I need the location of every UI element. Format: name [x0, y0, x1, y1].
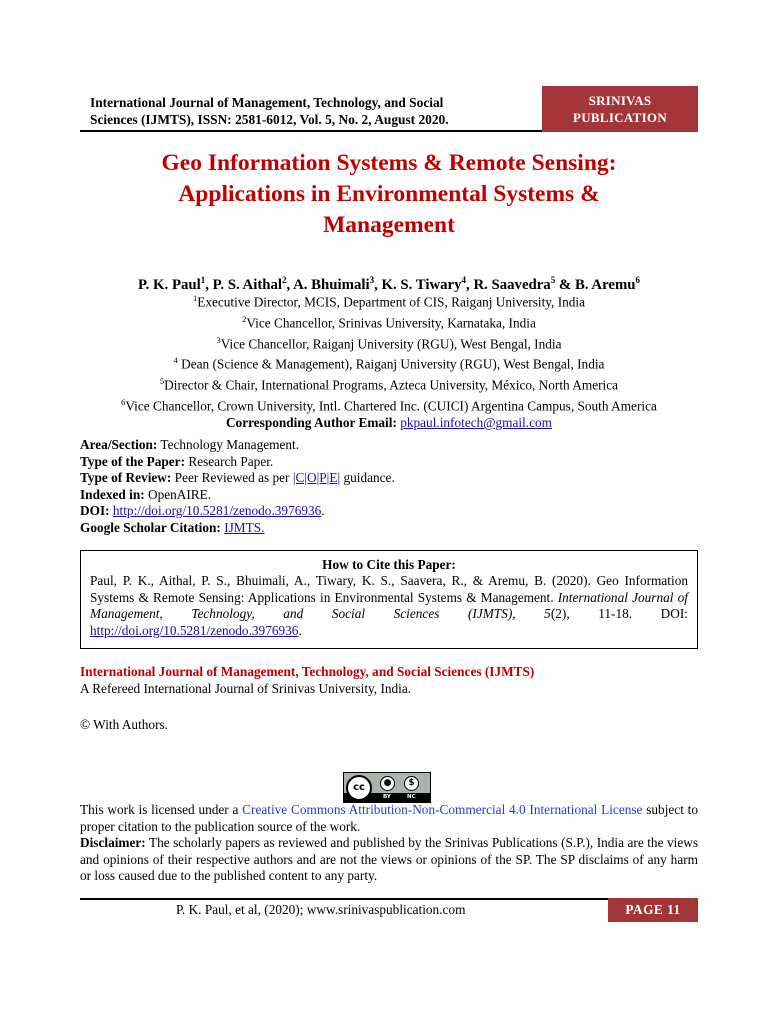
affiliation-item — [80, 352, 698, 373]
no-dollar-icon: $ — [404, 776, 419, 791]
header-rule — [80, 130, 542, 132]
affiliation-item — [80, 373, 698, 394]
page-number-badge: PAGE 11 — [608, 898, 698, 922]
title-line3: Management — [323, 212, 455, 238]
affiliation-sup: 2 — [242, 313, 247, 324]
journal-info — [80, 664, 698, 697]
author-separator: , — [374, 276, 382, 293]
journal-name: International Journal of Management, Technology, and Social Sciences (IJMTS) — [80, 664, 535, 679]
author-sup: 1 — [200, 275, 206, 285]
publisher-line2: PUBLICATION — [572, 110, 668, 125]
author-sup: 4 — [461, 275, 467, 285]
journal-header-line1: International Journal of Management, Technology, and Social — [90, 95, 444, 110]
affiliation-sup: 3 — [216, 334, 221, 345]
footer-site-link[interactable]: www.srinivaspublication.com — [306, 902, 466, 917]
license-section — [80, 802, 698, 885]
paper-type — [80, 454, 698, 471]
affiliation-item — [80, 394, 698, 415]
author-sup: 5 — [550, 275, 556, 285]
citation-doi-link[interactable]: http://doi.org/10.5281/zenodo.3976936 — [90, 622, 299, 638]
type-value: Research Paper. — [185, 453, 274, 469]
affiliation-item — [80, 332, 698, 353]
indexed-value: OpenAIRE. — [144, 486, 212, 502]
affiliation-sup: 6 — [121, 397, 126, 408]
corresponding-author — [80, 415, 698, 431]
person-icon: ● — [380, 776, 395, 791]
cc-license-link[interactable]: Creative Commons Attribution-Non-Commercial 4.0 International License — [242, 802, 643, 817]
author-name: A. Bhuimali — [293, 276, 370, 293]
author-name: P. K. Paul — [137, 276, 201, 293]
doi-end: . — [321, 503, 325, 519]
review-post: guidance. — [340, 470, 395, 486]
paper-title — [80, 148, 698, 241]
cc-by-label: BY — [383, 794, 391, 800]
author-separator: , — [286, 276, 294, 293]
affiliation-item — [80, 311, 698, 332]
cc-icon: cc — [346, 775, 372, 801]
affiliation-sup: 5 — [159, 376, 165, 387]
scholar-link[interactable]: IJMTS. — [224, 519, 265, 535]
title-line2: Applications in Environmental Systems & — [178, 181, 600, 207]
publisher-line1: SRINIVAS — [588, 93, 652, 108]
citation-journal: International Journal of Management, Technology, and Social Sciences (IJMTS), 5 — [90, 589, 688, 622]
doi-label: DOI: — [80, 503, 110, 519]
affiliation-item — [80, 290, 698, 311]
corresponding-email-link[interactable]: pkpaul.infotech@gmail.com — [400, 414, 553, 430]
footer-rule — [80, 898, 608, 900]
author-name: B. Aremu — [574, 276, 636, 293]
paper-metadata — [80, 437, 698, 537]
author-sup: 2 — [282, 275, 287, 285]
cc-nc-label: NC — [407, 794, 416, 800]
affiliation-text: Vice Chancellor, Srinivas University, Karnataka, India — [246, 315, 536, 331]
page-footer — [176, 902, 465, 918]
scholar-label: Google Scholar Citation: — [80, 519, 221, 535]
license-post: subject to proper citation to the publication source of the work. — [80, 802, 698, 834]
license-pre: This work is licensed under a — [80, 802, 243, 817]
affiliation-text: Vice Chancellor, Raiganj University (RGU), West Bengal, India — [220, 336, 562, 352]
author-separator: , — [205, 276, 213, 293]
affiliation-text: Director & Chair, International Programs, Azteca University, México, North America — [164, 377, 619, 393]
journal-header — [80, 86, 698, 132]
corresponding-label: Corresponding Author Email: — [225, 414, 401, 430]
author-sup: 3 — [369, 275, 375, 285]
affiliation-sup: 4 — [173, 355, 178, 366]
license-text — [80, 802, 698, 835]
disclaimer-label: Disclaimer: — [80, 835, 146, 851]
citation-issue: (2), 11-18. — [550, 606, 633, 622]
journal-description: A Refereed International Journal of Srinivas University, India. — [80, 680, 412, 696]
affiliation-text: Vice Chancellor, Crown University, Intl. Chartered Inc. (CUICI) Argentina Campus, South America — [125, 398, 657, 414]
affiliation-sup: 1 — [192, 293, 198, 303]
copyright-notice: © With Authors. — [80, 717, 169, 732]
citation-doi-end: . — [298, 622, 302, 638]
author-name: K. S. Tiwary — [381, 276, 462, 293]
cc-by-nc-license-icon[interactable] — [343, 772, 431, 803]
affiliation-list — [80, 290, 698, 431]
journal-header-line2: Sciences (IJMTS), ISSN: 2581-6012, Vol. 5, No. 2, August 2020. — [90, 112, 449, 127]
affiliation-text: Executive Director, MCIS, Department of CIS, Raiganj University, India — [197, 294, 586, 310]
journal-citation-header — [90, 94, 530, 128]
cope-link[interactable]: |C|O|P|E| — [292, 470, 341, 486]
citation-box — [80, 550, 698, 649]
review-pre: Peer Reviewed as per — [171, 470, 293, 486]
citation-heading: How to Cite this Paper: — [322, 557, 456, 572]
footer-author: P. K. Paul, et al, (2020); — [176, 902, 307, 917]
doi-row — [80, 503, 698, 520]
author-separator: , — [466, 276, 474, 293]
area-value: Technology Management. — [157, 437, 300, 452]
review-label: Type of Review: — [80, 470, 172, 486]
scholar-row — [80, 520, 698, 537]
title-line1: Geo Information Systems & Remote Sensing: — [161, 150, 617, 176]
review-type — [80, 470, 698, 487]
publisher-badge — [542, 86, 698, 132]
indexed-in — [80, 487, 698, 504]
affiliation-text: Dean (Science & Management), Raiganj University (RGU), West Bengal, India — [177, 356, 605, 372]
author-sup: 6 — [635, 275, 641, 285]
area-label: Area/Section: — [80, 437, 158, 452]
indexed-label: Indexed in: — [80, 486, 145, 502]
citation-body: Paul, P. K., Aithal, P. S., Bhuimali, A., Tiwary, K. S., Saavera, R., & Aremu, B. (2020). Geo Information Systems & Remote Sensing: Applications in Environmental Systems & Management. — [90, 573, 688, 605]
type-label: Type of the Paper: — [80, 453, 185, 469]
disclaimer — [80, 835, 698, 885]
author-separator: & — [555, 276, 575, 293]
author-name: R. Saavedra — [473, 276, 551, 293]
area-section — [80, 437, 698, 454]
citation-doi-label: DOI: — [660, 606, 688, 622]
doi-link[interactable]: http://doi.org/10.5281/zenodo.3976936 — [112, 503, 322, 519]
disclaimer-text: The scholarly papers as reviewed and published by the Srinivas Publications (S.P.), India are the views and opinions of their respective authors and are not the views or opinions of the SP. The SP disclaims of any harm or loss caused due to the published content to any party. — [80, 835, 698, 884]
citation-text — [90, 573, 688, 639]
author-name: P. S. Aithal — [212, 276, 282, 293]
